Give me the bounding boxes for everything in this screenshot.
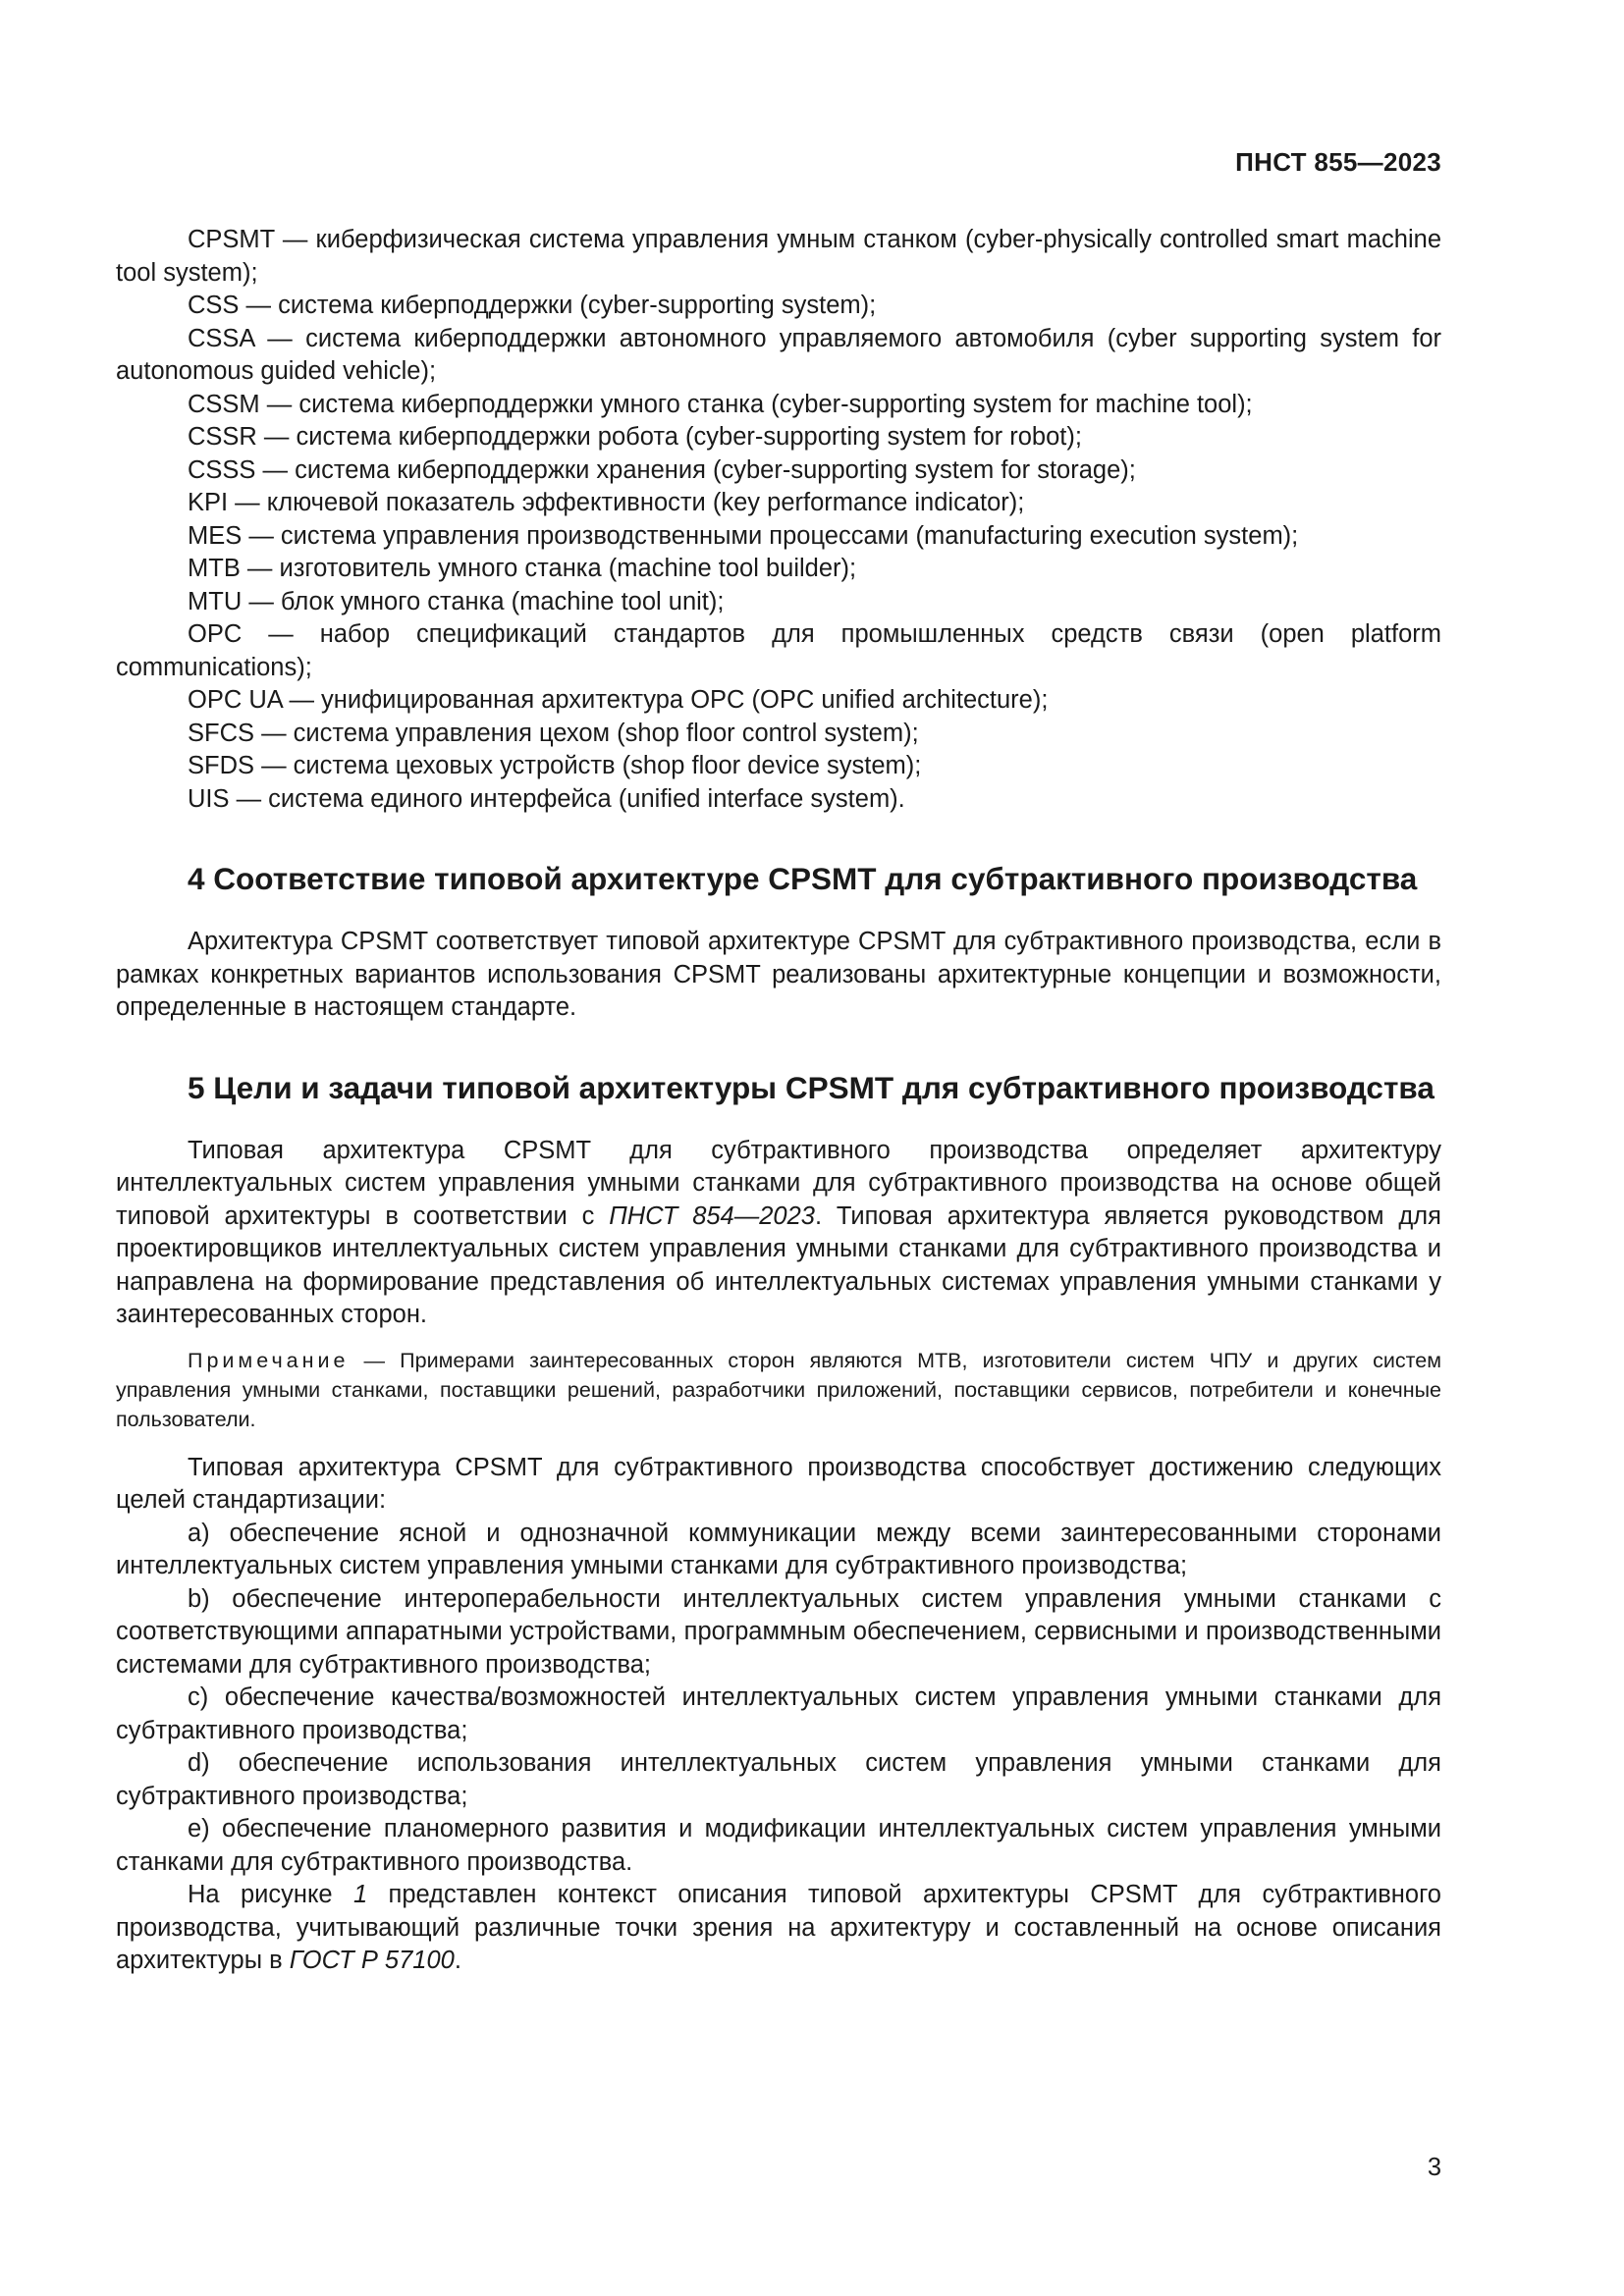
- note: [116, 1346, 1441, 1434]
- section-5-intro-paragraph: [116, 1135, 1441, 1332]
- abbreviation-item: MES — система управления производственными процессами (manufacturing execution system);: [188, 521, 1299, 550]
- goal-item: с) обеспечение качества/возможностей интеллектуальных систем управления умными станками для субтрактивного производства;: [116, 1683, 1441, 1744]
- section-4-paragraph: Архитектура CPSMT соответствует типовой архитектуре CPSMT для субтрактивного производства, если в рамках конкретных вариантов использования CPSMT реализованы архитектурные концепции и возможности, определенные в настоящем стандарте.: [116, 928, 1441, 1021]
- abbreviation-item: CSSM — система киберподдержки умного станка (cyber-supporting system for machine tool);: [188, 390, 1253, 418]
- standard-reference: ГОСТ Р 57100: [289, 1947, 455, 1974]
- goals-list: [116, 1518, 1441, 1880]
- abbreviation-item: MTU — блок умного станка (machine tool unit);: [188, 587, 725, 615]
- intro-text: Типовая архитектура CPSMT для субтрактивного производства определяет архитектуру интеллектуальных систем управления умными станками для субтрактивного производства на основе общей типовой архитектуры в соответствии с: [116, 1136, 1441, 1230]
- section-4-heading: 4 Соответствие типовой архитектуре CPSMT для субтрактивного производства: [188, 861, 1418, 896]
- abbreviation-item: CSSR — система киберподдержки робота (cyber-supporting system for robot);: [188, 423, 1082, 451]
- intro-text-continued: . Типовая архитектура является руководством для проектировщиков интеллектуальных систем управления умными станками для субтрактивного производства и направлена на формирование представления об интеллектуальных системах управления умными станками у заинтересованных сторон.: [116, 1201, 1441, 1328]
- goal-item: а) обеспечение ясной и однозначной коммуникации между всеми заинтересованными сторонами интеллектуальных систем управления умными станками для субтрактивного производства;: [116, 1519, 1441, 1579]
- page-number: 3: [1427, 2154, 1441, 2181]
- goal-item: b) обеспечение интероперабельности интеллектуальных систем управления умными станками с соответствующими аппаратными устройствами, программным обеспечением, сервисными и производственными системами для субтрактивного производства;: [116, 1584, 1441, 1679]
- abbreviation-item: OPC — набор спецификаций стандартов для промышленных средств связи (open platform communications);: [116, 620, 1441, 681]
- figure-number: 1: [352, 1881, 368, 1908]
- standard-reference: ПНСТ 854—2023: [609, 1201, 815, 1230]
- note-text: — Примерами заинтересованных сторон являются MTB, изготовители систем ЧПУ и других систем управления умными станками, поставщики решений, разработчики приложений, поставщики сервисов, потребители и конечные пользователи.: [116, 1348, 1441, 1431]
- figure-text-middle: представлен контекст описания типовой архитектуры CPSMT для субтрактивного производства, учитывающий различные точки зрения на архитектуру и составленный на основе описания архитектуры в: [116, 1881, 1441, 1974]
- abbreviation-item: UIS — система единого интерфейса (unified interface system).: [188, 784, 905, 813]
- goal-item: d) обеспечение использования интеллектуальных систем управления умными станками для субтрактивного производства;: [116, 1749, 1441, 1810]
- goals-intro-paragraph: Типовая архитектура CPSMT для субтрактивного производства способствует достижению следующих целей стандартизации:: [116, 1453, 1441, 1514]
- abbreviation-item: SFDS — система цеховых устройств (shop floor device system);: [188, 752, 922, 779]
- goal-item: е) обеспечение планомерного развития и модификации интеллектуальных систем управления умными станками для субтрактивного производства.: [116, 1815, 1441, 1876]
- abbreviation-item: KPI — ключевой показатель эффективности (key performance indicator);: [188, 489, 1025, 516]
- document-code: ПНСТ 855—2023: [1235, 147, 1441, 177]
- section-5-heading: 5 Цели и задачи типовой архитектуры CPSMT для субтрактивного производства: [188, 1069, 1435, 1105]
- abbreviation-item: SFCS — система управления цехом (shop floor control system);: [188, 719, 919, 747]
- abbreviation-item: OPC UA — унифицированная архитектура OPC (OPC unified architecture);: [188, 686, 1049, 714]
- figure-text-end: .: [454, 1947, 461, 1974]
- abbreviation-item: CSSS — система киберподдержки хранения (cyber-supporting system for storage);: [188, 455, 1136, 484]
- abbreviation-item: MTB — изготовитель умного станка (machine tool builder);: [188, 555, 857, 582]
- abbreviation-item: CSSA — система киберподдержки автономного управляемого автомобиля (cyber supporting system for autonomous guided vehicle);: [116, 324, 1441, 385]
- figure-reference-paragraph: [116, 1879, 1441, 1978]
- figure-text-start: На рисунке: [188, 1881, 353, 1908]
- abbreviation-list: [116, 224, 1441, 816]
- note-label: Примечание: [188, 1348, 350, 1372]
- abbreviation-item: CPSMT — киберфизическая система управления умным станком (cyber-physically controlled smart machine tool system);: [116, 226, 1441, 287]
- page-content: [116, 224, 1441, 1978]
- abbreviation-item: CSS — система киберподдержки (cyber-supporting system);: [188, 292, 877, 319]
